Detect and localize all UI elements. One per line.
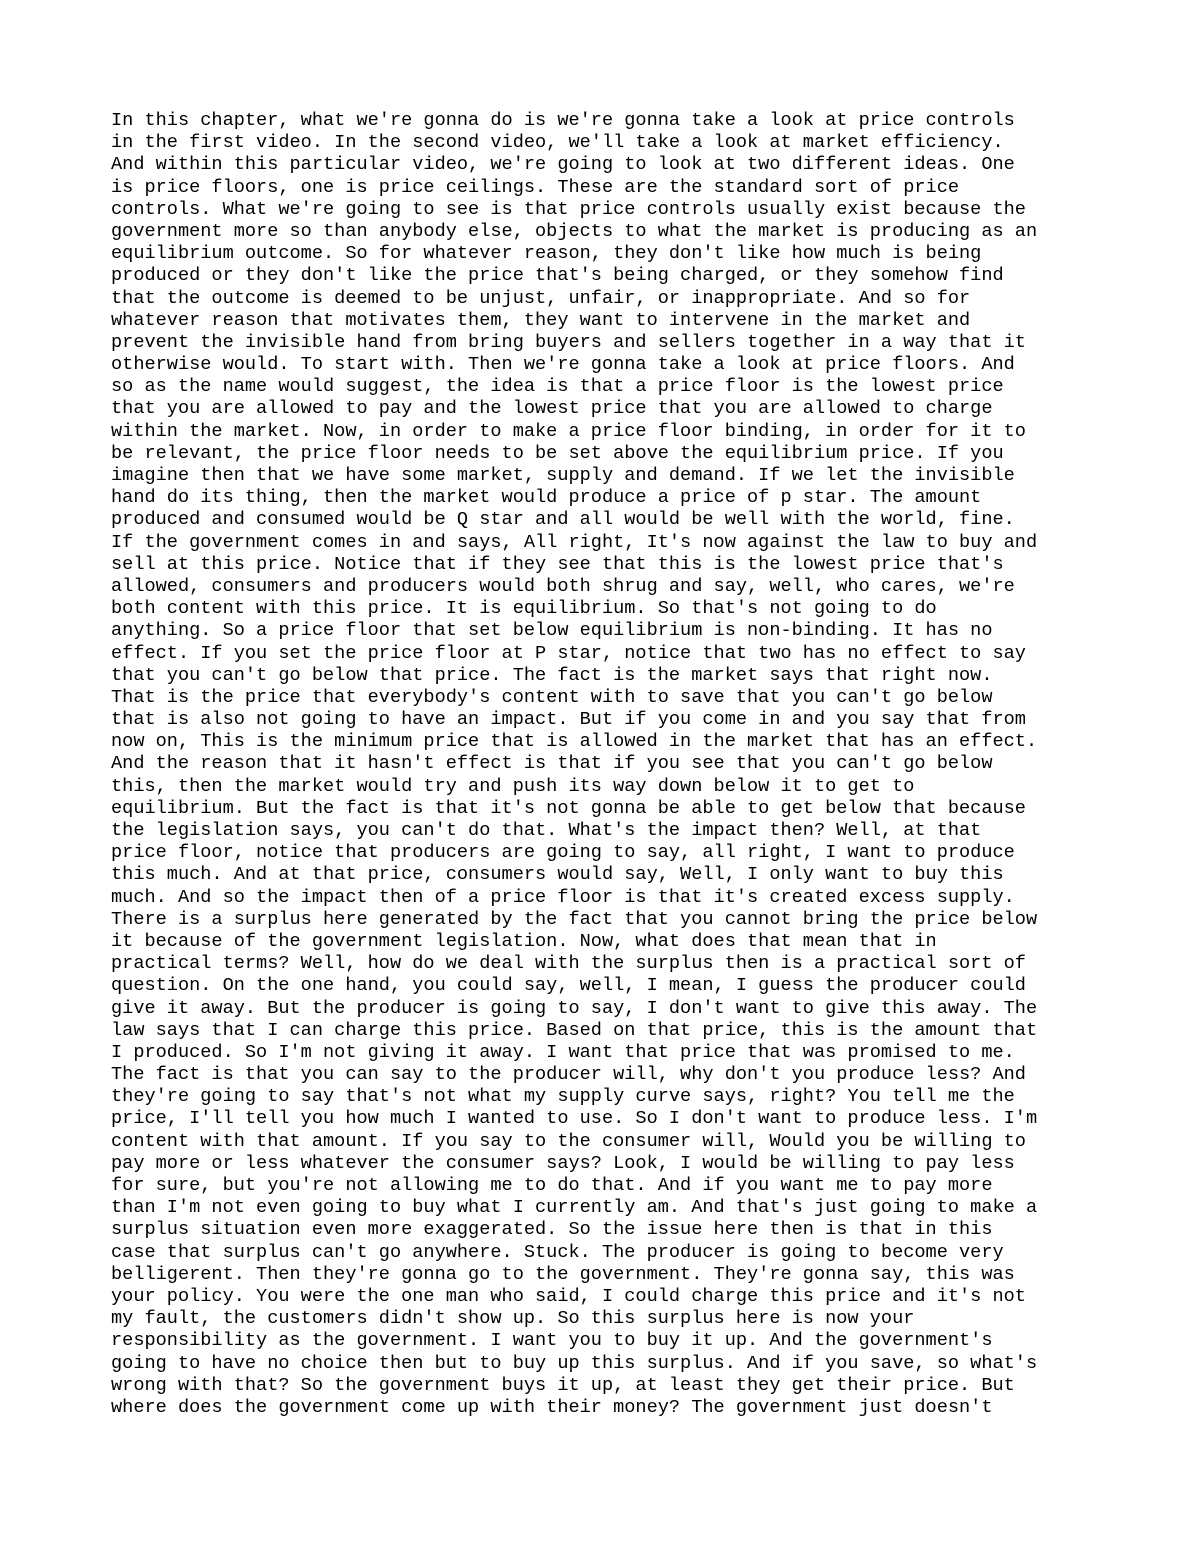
- text-line: practical terms? Well, how do we deal with the surplus then is a practical sort of: [111, 953, 1026, 975]
- text-line: question. On the one hand, you could say, well, I mean, I guess the producer could: [111, 975, 1026, 997]
- text-line: so as the name would suggest, the idea is that a price floor is the lowest price: [111, 376, 1004, 398]
- text-line: prevent the invisible hand from bring buyers and sellers together in a way that it: [111, 331, 1026, 353]
- text-line: this, then the market would try and push its way down below it to get to: [111, 775, 915, 797]
- text-line: wrong with that? So the government buys it up, at least they get their price. But: [111, 1374, 1015, 1396]
- text-line: both content with this price. It is equilibrium. So that's not going to do: [111, 598, 937, 620]
- text-line: anything. So a price floor that set below equilibrium is non-binding. It has no: [111, 620, 993, 642]
- text-line: case that surplus can't go anywhere. Stuck. The producer is going to become very: [111, 1241, 1004, 1263]
- text-line: in the first video. In the second video, we'll take a look at market efficiency.: [111, 132, 1004, 154]
- text-line: my fault, the customers didn't show up. So this surplus here is now your: [111, 1308, 915, 1330]
- text-line: than I'm not even going to buy what I currently am. And that's just going to make a: [111, 1197, 1038, 1219]
- text-line: within the market. Now, in order to make a price floor binding, in order for it to: [111, 420, 1026, 442]
- text-line: where does the government come up with their money? The government just doesn't: [111, 1396, 993, 1418]
- text-line: that you can't go below that price. The fact is the market says that right now.: [111, 664, 993, 686]
- text-line: whatever reason that motivates them, they want to intervene in the market and: [111, 309, 971, 331]
- text-line: allowed, consumers and producers would both shrug and say, well, who cares, we're: [111, 575, 1015, 597]
- text-line: produced and consumed would be Q star and all would be well with the world, fine.: [111, 509, 1015, 531]
- text-line: The fact is that you can say to the producer will, why don't you produce less? And: [111, 1064, 1026, 1086]
- transcript-text: [111, 110, 1101, 1419]
- text-line: pay more or less whatever the consumer says? Look, I would be willing to pay less: [111, 1152, 1015, 1174]
- text-line: now on, This is the minimum price that is allowed in the market that has an effect.: [111, 731, 1038, 753]
- text-line: And within this particular video, we're going to look at two different ideas. One: [111, 154, 1015, 176]
- text-line: much. And so the impact then of a price floor is that it's created excess supply.: [111, 886, 1015, 908]
- text-line: law says that I can charge this price. Based on that price, this is the amount that: [111, 1019, 1038, 1041]
- text-line: government more so than anybody else, objects to what the market is producing as an: [111, 220, 1038, 242]
- text-line: your policy. You were the one man who said, I could charge this price and it's not: [111, 1285, 1026, 1307]
- text-line: otherwise would. To start with. Then we're gonna take a look at price floors. And: [111, 354, 1015, 376]
- text-line: price, I'll tell you how much I wanted to use. So I don't want to produce less. I'm: [111, 1108, 1038, 1130]
- text-line: price floor, notice that producers are going to say, all right, I want to produce: [111, 842, 1015, 864]
- text-line: In this chapter, what we're gonna do is we're gonna take a look at price controls: [111, 110, 1015, 131]
- text-line: they're going to say that's not what my supply curve says, right? You tell me the: [111, 1086, 1015, 1108]
- text-line: imagine then that we have some market, supply and demand. If we let the invisible: [111, 465, 1015, 486]
- text-line: content with that amount. If you say to the consumer will, Would you be willing to: [111, 1130, 1026, 1152]
- text-line: sell at this price. Notice that if they see that this is the lowest price that's: [111, 553, 1004, 575]
- text-line: be relevant, the price floor needs to be set above the equilibrium price. If you: [111, 442, 1004, 464]
- text-line: belligerent. Then they're gonna go to the government. They're gonna say, this was: [111, 1263, 1015, 1285]
- text-line: There is a surplus here generated by the fact that you cannot bring the price below: [111, 908, 1038, 930]
- text-line: If the government comes in and says, All right, It's now against the law to buy and: [111, 531, 1038, 553]
- text-line: And the reason that it hasn't effect is that if you see that you can't go below: [111, 753, 993, 775]
- text-line: controls. What we're going to see is that price controls usually exist because the: [111, 198, 1026, 220]
- text-line: That is the price that everybody's content with to save that you can't go below: [111, 686, 993, 708]
- text-line: the legislation says, you can't do that. What's the impact then? Well, at that: [111, 820, 982, 841]
- text-line: responsibility as the government. I want you to buy it up. And the government's: [111, 1330, 993, 1352]
- text-line: is price floors, one is price ceilings. These are the standard sort of price: [111, 176, 960, 198]
- text-line: hand do its thing, then the market would produce a price of p star. The amount: [111, 487, 982, 509]
- text-line: that the outcome is deemed to be unjust, unfair, or inappropriate. And so for: [111, 287, 971, 309]
- text-line: that is also not going to have an impact. But if you come in and you say that from: [111, 709, 1026, 731]
- text-line: equilibrium. But the fact is that it's not gonna be able to get below that because: [111, 797, 1026, 819]
- text-line: going to have no choice then but to buy up this surplus. And if you save, so what's: [111, 1352, 1038, 1374]
- text-line: it because of the government legislation. Now, what does that mean that in: [111, 930, 937, 952]
- text-line: produced or they don't like the price that's being charged, or they somehow find: [111, 265, 1004, 287]
- text-line: I produced. So I'm not giving it away. I want that price that was promised to me.: [111, 1041, 1015, 1063]
- text-line: this much. And at that price, consumers would say, Well, I only want to buy this: [111, 864, 1004, 886]
- text-line: effect. If you set the price floor at P star, notice that two has no effect to say: [111, 642, 1026, 664]
- text-line: equilibrium outcome. So for whatever reason, they don't like how much is being: [111, 243, 982, 265]
- text-line: that you are allowed to pay and the lowest price that you are allowed to charge: [111, 398, 993, 420]
- text-line: surplus situation even more exaggerated. So the issue here then is that in this: [111, 1219, 993, 1241]
- text-line: give it away. But the producer is going to say, I don't want to give this away. The: [111, 997, 1038, 1019]
- text-line: for sure, but you're not allowing me to do that. And if you want me to pay more: [111, 1175, 993, 1196]
